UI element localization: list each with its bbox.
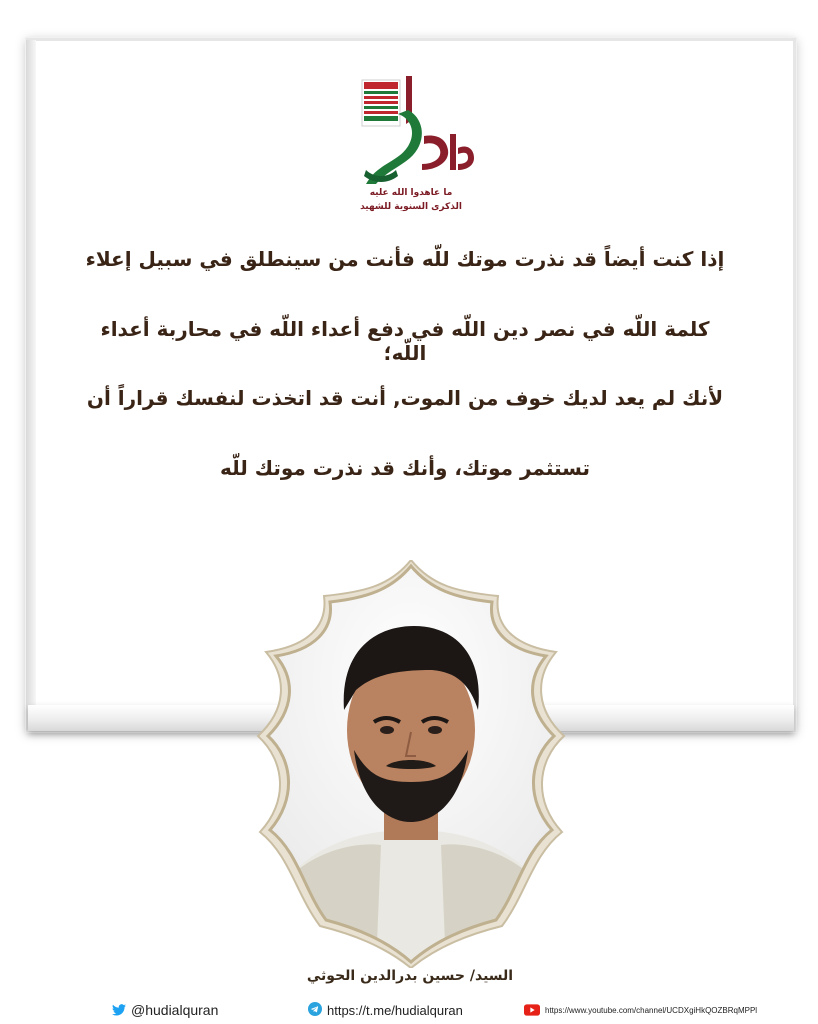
- youtube-icon: [524, 1001, 540, 1020]
- quote-line-2: كلمة اللّه في نصر دين اللّه في دفع أعداء اللّه في محاربة أعداء اللّه؛: [100, 317, 710, 365]
- footer-bar: [0, 996, 818, 1024]
- telegram-url: https://t.me/hudialquran: [327, 1002, 463, 1018]
- logo-tagline: ما عاهدوا الله عليه: [369, 188, 453, 198]
- youtube-url: https://www.youtube.com/channel/UCDXgiHkQOZBRqMPPl: [545, 1005, 758, 1015]
- twitter-icon: [112, 1001, 126, 1020]
- paper-edge-left: [26, 40, 36, 730]
- martyr-anniversary-logo: [336, 74, 486, 220]
- quote-line-3: لأنك لم يعد لديك خوف من الموت, أنت قد اتخذت لنفسك قراراً أن: [86, 386, 724, 410]
- logo-occasion: الذكرى السنوية للشهيد: [360, 202, 462, 212]
- youtube-link[interactable]: [524, 1000, 757, 1020]
- logo-emblem-icon: [336, 74, 486, 204]
- portrait-frame: [256, 560, 566, 968]
- person-name: السيد/ حسين بدرالدين الحوثي: [306, 968, 514, 984]
- quote-line-1: إذا كنت أيضاً قد نذرت موتك للّه فأنت من سينطلق في سبيل إعلاء: [85, 247, 725, 271]
- portrait-photo-icon: [256, 560, 566, 968]
- twitter-handle: @hudialquran: [131, 1002, 219, 1018]
- telegram-link[interactable]: [308, 1000, 463, 1020]
- telegram-icon: [308, 1001, 322, 1020]
- twitter-link[interactable]: [112, 1000, 218, 1020]
- quote-line-4: تستثمر موتك، وأنك قد نذرت موتك للّه: [219, 456, 591, 480]
